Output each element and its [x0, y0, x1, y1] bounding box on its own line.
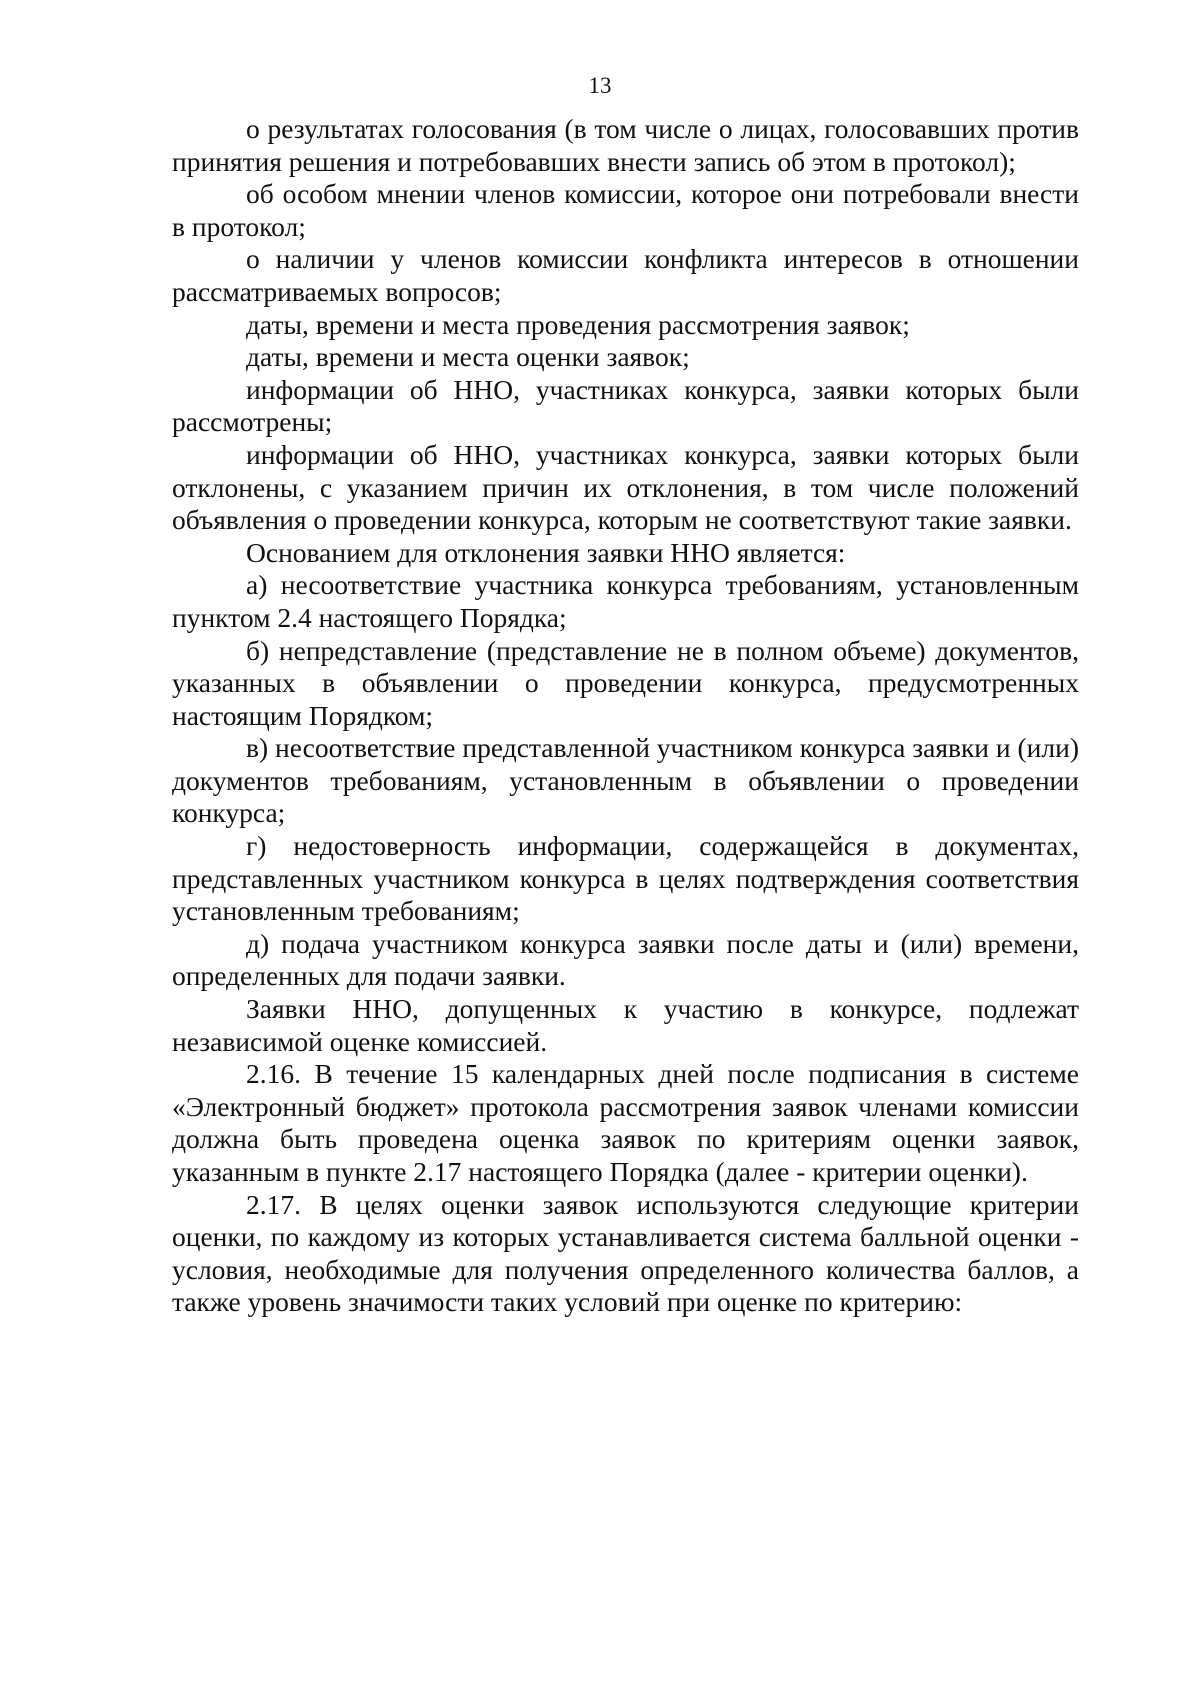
paragraph-independent-evaluation: Заявки ННО, допущенных к участию в конкурсе, подлежат независимой оценке комиссией.	[172, 993, 1079, 1057]
document-body	[172, 113, 1079, 1319]
paragraph-2-16: 2.16. В течение 15 календарных дней после подписания в системе «Электронный бюджет» протокола рассмотрения заявок членами комиссии должна быть проведена оценка заявок по критериям оценки заявок, указанным в пункте 2.17 настоящего Порядка (далее - критерии оценки).	[172, 1058, 1079, 1187]
list-item-a: а) несоответствие участника конкурса требованиям, установленным пунктом 2.4 настоящего Порядка;	[172, 569, 1079, 633]
paragraph-rejection-grounds: Основанием для отклонения заявки ННО является:	[246, 536, 846, 568]
paragraph-conflict-of-interest: о наличии у членов комиссии конфликта интересов в отношении рассматриваемых вопросов;	[172, 243, 1079, 307]
paragraph-special-opinion: об особом мнении членов комиссии, которое они потребовали внести в протокол;	[172, 178, 1079, 242]
paragraph-evaluation-date: даты, времени и места оценки заявок;	[246, 341, 690, 373]
list-item-v: в) несоответствие представленной участником конкурса заявки и (или) документов требованиям, установленным в объявлении о проведении конкурса;	[172, 732, 1079, 829]
paragraph-reviewed-applications: информации об ННО, участниках конкурса, заявки которых были рассмотрены;	[172, 373, 1079, 438]
paragraph-review-date: даты, времени и места проведения рассмотрения заявок;	[246, 308, 910, 340]
list-item-g: г) недостоверность информации, содержащейся в документах, представленных участником конкурса в целях подтверждения соответствия установленным требованиям;	[172, 830, 1079, 927]
page-number: 13	[588, 73, 612, 98]
list-item-d: д) подача участником конкурса заявки после даты и (или) времени, определенных для подачи заявки.	[172, 927, 1079, 992]
paragraph-2-17: 2.17. В целях оценки заявок используются следующие критерии оценки, по каждому из которых устанавливается система балльной оценки - условия, необходимые для получения определенного количества баллов, а также уровень значимости таких условий при оценке по критерию:	[172, 1188, 1079, 1318]
list-item-b: б) непредставление (представление не в полном объеме) документов, указанных в объявлении о проведении конкурса, предусмотренных настоящим Порядком;	[172, 634, 1079, 731]
paragraph-rejected-applications: информации об ННО, участниках конкурса, заявки которых были отклонены, с указанием причин их отклонения, в том числе положений объявления о проведении конкурса, которым не соответствуют такие заявки.	[172, 438, 1079, 536]
paragraph-voting-results: о результатах голосования (в том числе о лицах, голосовавших против принятия решения и потребовавших внести запись об этом в протокол);	[172, 113, 1079, 177]
